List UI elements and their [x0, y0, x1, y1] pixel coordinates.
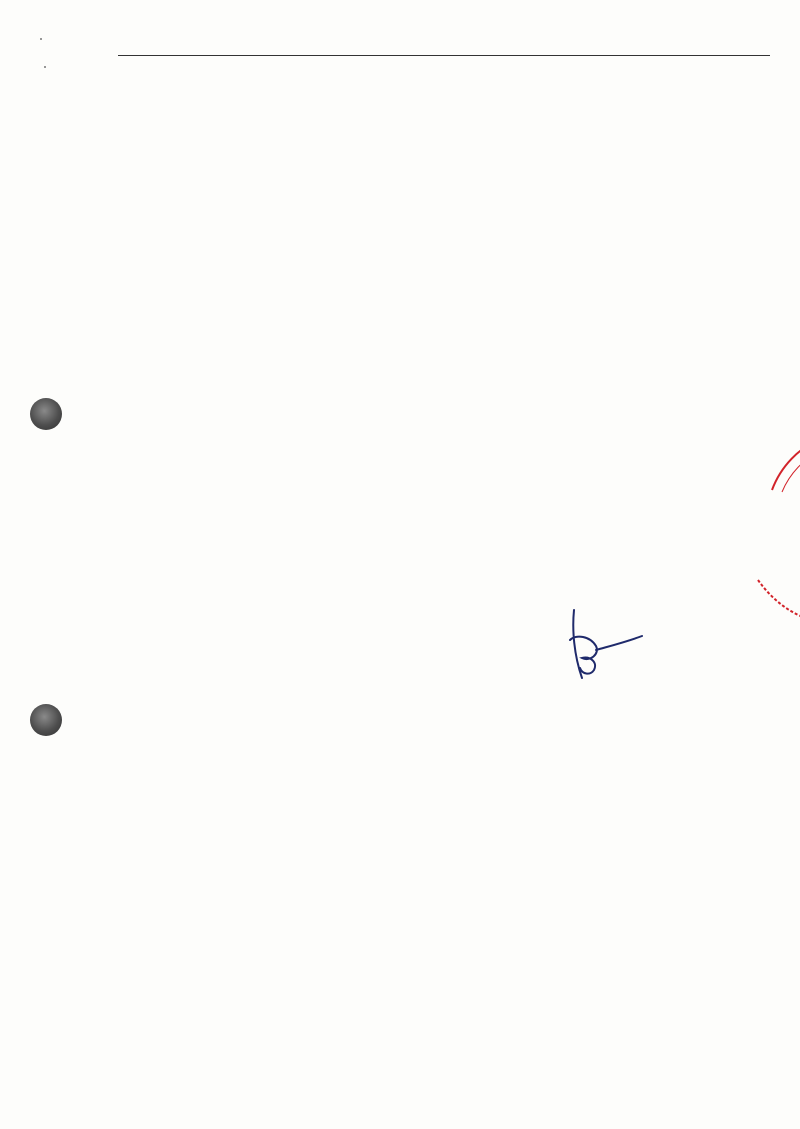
punch-hole [30, 398, 62, 430]
company-stamp [752, 430, 800, 630]
handwritten-signature [560, 600, 650, 690]
header-rule [118, 55, 770, 56]
scan-speck [40, 38, 42, 40]
scan-speck [44, 66, 46, 68]
punch-hole [30, 704, 62, 736]
